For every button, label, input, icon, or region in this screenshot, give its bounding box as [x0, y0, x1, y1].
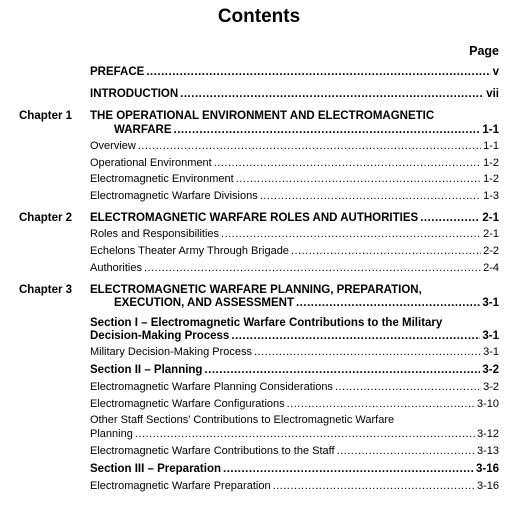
chapter-1-title-line1[interactable]: THE OPERATIONAL ENVIRONMENT AND ELECTROMAGNETIC	[90, 110, 435, 122]
leader-dots	[223, 463, 474, 476]
contents-title: Contents	[217, 6, 301, 27]
toc-entry-page: 2-2	[483, 245, 499, 257]
leader-dots	[260, 190, 481, 203]
toc-entry-chapter-3[interactable]	[90, 297, 499, 310]
toc-entry-label: Roles and Responsibilities	[90, 228, 220, 240]
toc-entry-chapter-1[interactable]	[90, 124, 499, 137]
toc-entry-preface[interactable]	[90, 66, 499, 79]
toc-entry-label: Electromagnetic Warfare Planning Considerations	[90, 381, 333, 393]
toc-entry-section-1[interactable]	[90, 330, 499, 343]
leader-dots	[287, 398, 475, 411]
leader-dots	[236, 173, 481, 186]
toc-entry-page: 1-1	[482, 124, 499, 136]
leader-dots	[273, 480, 475, 493]
toc-entry-label: Electromagnetic Warfare Preparation	[90, 480, 271, 492]
toc-entry[interactable]	[90, 157, 499, 170]
toc-entry-label: WARFARE	[114, 124, 172, 136]
toc-entry-page: 3-16	[475, 463, 499, 475]
toc-entry-label: Planning	[90, 428, 133, 440]
toc-entry-label: Overview	[90, 140, 136, 152]
toc-entry-page: 1-2	[483, 173, 499, 185]
toc-entry[interactable]	[90, 346, 499, 359]
toc-entry[interactable]	[90, 398, 499, 411]
toc-entry-page: 2-4	[483, 262, 499, 274]
toc-entry-introduction[interactable]	[90, 88, 499, 101]
toc-entry-page: 3-2	[483, 381, 499, 393]
leader-dots	[335, 381, 481, 394]
leader-dots	[135, 428, 475, 441]
toc-entry-label: INTRODUCTION	[90, 88, 179, 100]
toc-entry[interactable]	[90, 245, 499, 258]
toc-entry-page: 3-1	[482, 297, 499, 309]
toc-entry-label: Authorities	[90, 262, 142, 274]
toc-entry[interactable]	[90, 480, 499, 493]
toc-entry-label: Section II – Planning	[90, 364, 203, 376]
leader-dots	[221, 228, 481, 241]
toc-entry-chapter-2[interactable]	[90, 212, 499, 225]
toc-entry-page: 3-2	[482, 364, 499, 376]
toc-entry-page: 2-1	[482, 212, 499, 224]
toc-entry[interactable]	[90, 228, 499, 241]
leader-dots	[146, 66, 490, 79]
toc-entry-page: 3-13	[476, 445, 499, 457]
chapter-1-label: Chapter 1	[19, 110, 73, 122]
toc-entry-page: 3-12	[476, 428, 499, 440]
leader-dots	[204, 364, 480, 377]
toc-entry[interactable]	[90, 445, 499, 458]
toc-entry-page: 1-3	[483, 190, 499, 202]
toc-entry-page: v	[492, 66, 499, 78]
toc-entry-label: Electromagnetic Environment	[90, 173, 234, 185]
toc-entry-label: PREFACE	[90, 66, 145, 78]
leader-dots	[337, 445, 475, 458]
toc-entry[interactable]	[90, 428, 499, 441]
toc-entry-label: Military Decision-Making Process	[90, 346, 252, 358]
toc-entry-page: 3-16	[476, 480, 499, 492]
toc-entry-page: vii	[486, 88, 499, 100]
toc-entry-page: 3-1	[482, 330, 499, 342]
leader-dots	[174, 124, 481, 137]
chapter-3-label: Chapter 3	[19, 284, 73, 296]
toc-entry[interactable]	[90, 173, 499, 186]
leader-dots	[231, 330, 480, 343]
toc-entry-page: 2-1	[483, 228, 499, 240]
toc-entry-label: ELECTROMAGNETIC WARFARE ROLES AND AUTHORITIES	[90, 212, 419, 224]
toc-entry[interactable]	[90, 140, 499, 153]
section-1-title-line1[interactable]: Section I – Electromagnetic Warfare Contributions to the Military	[90, 317, 443, 329]
leader-dots	[144, 262, 481, 275]
toc-entry-section-3[interactable]	[90, 463, 499, 476]
toc-entry-section-2[interactable]	[90, 364, 499, 377]
toc-entry-label: Decision-Making Process	[90, 330, 230, 342]
leader-dots	[291, 245, 481, 258]
toc-entry[interactable]	[90, 381, 499, 394]
leader-dots	[254, 346, 481, 359]
leader-dots	[180, 88, 484, 101]
toc-entry-label: Section III – Preparation	[90, 463, 222, 475]
toc-entry-label: Echelons Theater Army Through Brigade	[90, 245, 289, 257]
leader-dots	[138, 140, 481, 153]
toc-entry[interactable]	[90, 190, 499, 203]
toc-entry[interactable]	[90, 262, 499, 275]
toc-entry-page: 1-2	[483, 157, 499, 169]
toc-entry-label: Electromagnetic Warfare Divisions	[90, 190, 258, 202]
toc-entry-label: Electromagnetic Warfare Configurations	[90, 398, 285, 410]
leader-dots	[214, 157, 481, 170]
toc-entry-other-staff-line1[interactable]: Other Staff Sections' Contributions to Electromagnetic Warfare	[90, 414, 395, 426]
leader-dots	[296, 297, 480, 310]
toc-entry-label: EXECUTION, AND ASSESSMENT	[114, 297, 294, 309]
leader-dots	[420, 212, 480, 225]
toc-entry-label: Electromagnetic Warfare Contributions to the Staff	[90, 445, 335, 457]
chapter-3-title-line1[interactable]: ELECTROMAGNETIC WARFARE PLANNING, PREPARATION,	[90, 284, 422, 296]
chapter-2-label: Chapter 2	[19, 212, 73, 224]
toc-entry-label: Operational Environment	[90, 157, 212, 169]
page-column-header: Page	[469, 44, 499, 58]
toc-entry-page: 3-1	[483, 346, 499, 358]
toc-entry-page: 1-1	[483, 140, 499, 152]
toc-entry-page: 3-10	[476, 398, 499, 410]
